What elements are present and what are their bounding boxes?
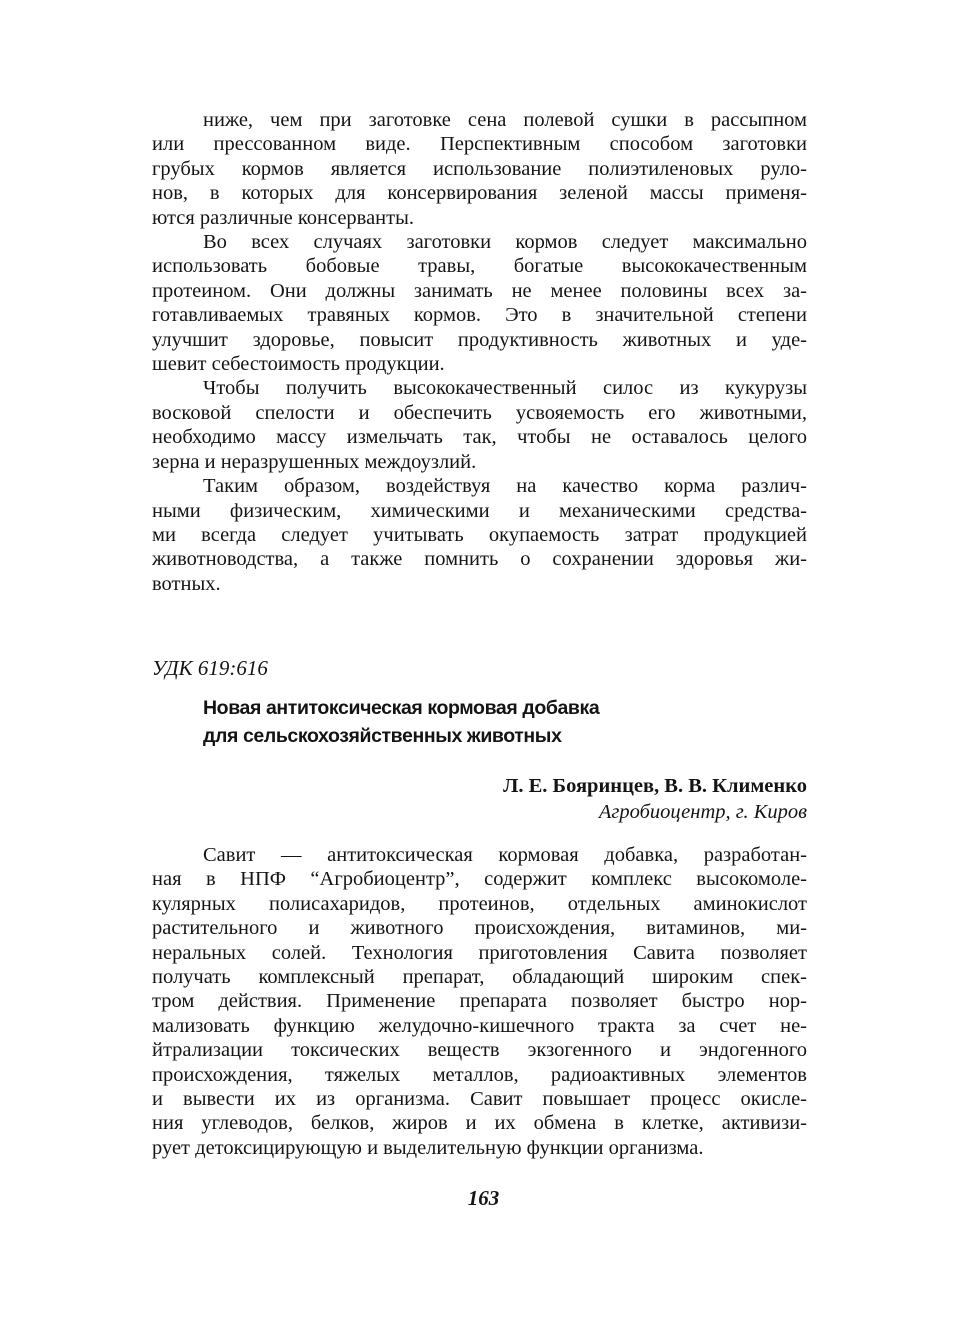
text-line: ются различные консерванты. xyxy=(152,206,415,229)
text-line: ния углеводов, белков, жиров и их обмена в клетке, активизи- xyxy=(152,1112,807,1135)
udk-code: УДК 619:616 xyxy=(152,656,268,680)
article-title-line: Новая антитоксическая кормовая добавка xyxy=(203,697,600,719)
text-line: кулярных полисахаридов, протеинов, отдельных аминокислот xyxy=(152,892,807,915)
text-line: и вывести их из организма. Савит повышает процесс окисле- xyxy=(152,1088,807,1111)
text-line: готавливаемых травяных кормов. Это в значительной степени xyxy=(152,304,807,327)
text-line: тром действия. Применение препарата позволяет быстро нор- xyxy=(152,990,807,1013)
text-line: Чтобы получить высококачественный силос из кукурузы xyxy=(203,377,807,400)
text-line: происхождения, тяжелых металлов, радиоактивных элементов xyxy=(152,1063,807,1086)
text-line: нов, в которых для консервирования зеленой массы применя- xyxy=(152,182,807,205)
article-affiliation: Агробиоцентр, г. Киров xyxy=(598,801,807,823)
text-line: неральных солей. Технология приготовления Савита позволяет xyxy=(152,941,807,964)
article-title xyxy=(203,694,599,750)
text-line: грубых кормов является использование полиэтиленовых руло- xyxy=(152,157,807,180)
text-line: ная в НПФ “Агробиоцентр”, содержит комплекс высокомоле- xyxy=(152,868,807,891)
article-body-text xyxy=(152,843,807,1160)
paragraph xyxy=(152,376,807,474)
text-line: зерна и неразрушенных междоузлий. xyxy=(152,450,477,473)
paragraph xyxy=(152,474,807,596)
text-line: получать комплексный препарат, обладающий широким спек- xyxy=(152,966,807,989)
article-title-line: для сельскохозяйственных животных xyxy=(203,725,562,747)
paragraph xyxy=(152,843,807,1160)
text-line: ными физическим, химическими и механическими средства- xyxy=(152,499,807,522)
text-line: необходимо массу измельчать так, чтобы не оставалось целого xyxy=(152,426,807,449)
text-line: восковой спелости и обеспечить усвояемость его животными, xyxy=(152,401,807,424)
previous-article-text xyxy=(152,108,807,596)
text-line: Во всех случаях заготовки кормов следует максимально xyxy=(203,231,807,254)
text-line: или прессованном виде. Перспективным способом заготовки xyxy=(152,133,807,156)
text-line: йтрализации токсических веществ экзогенного и эндогенного xyxy=(152,1039,807,1062)
text-line: протеином. Они должны занимать не менее половины всех за- xyxy=(152,279,807,302)
text-line: ми всегда следует учитывать окупаемость затрат продукцией xyxy=(152,523,807,546)
paragraph xyxy=(152,230,807,376)
page-number: 163 xyxy=(467,1186,500,1210)
text-line: Савит — антитоксическая кормовая добавка, разработан- xyxy=(203,844,807,866)
text-line: шевит себестоимость продукции. xyxy=(152,353,445,376)
paragraph xyxy=(152,108,807,230)
text-line: улучшит здоровье, повысит продуктивность животных и уде- xyxy=(152,328,807,351)
article-authors: Л. Е. Бояринцев, В. В. Клименко xyxy=(503,775,807,797)
text-line: Таким образом, воздействуя на качество корма различ- xyxy=(203,475,807,498)
text-line: растительного и животного происхождения, витаминов, ми- xyxy=(152,917,807,940)
text-line: вотных. xyxy=(152,572,221,595)
text-line: рует детоксицирующую и выделительную функции организма. xyxy=(152,1136,704,1159)
text-line: животноводства, а также помнить о сохранении здоровья жи- xyxy=(152,548,807,571)
text-line: ниже, чем при заготовке сена полевой сушки в рассыпном xyxy=(203,109,807,131)
text-line: использовать бобовые травы, богатые высококачественным xyxy=(152,255,807,278)
text-line: мализовать функцию желудочно-кишечного тракта за счет не- xyxy=(152,1014,807,1037)
